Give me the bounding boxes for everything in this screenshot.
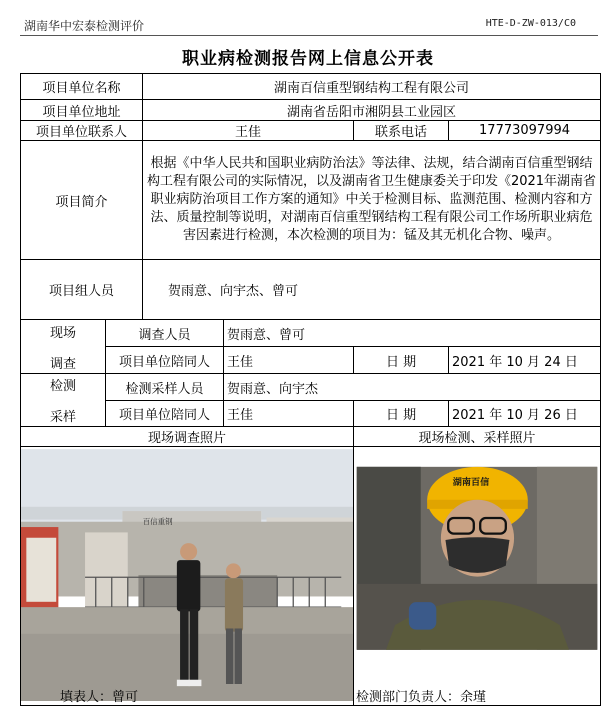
sampling-group-label <box>21 374 106 427</box>
survey-group-line2: 调查 <box>49 356 76 372</box>
site-survey-photo <box>21 447 353 701</box>
summary-label: 项目简介 <box>21 141 143 260</box>
investigator-label: 调查人员 <box>106 320 224 347</box>
sampler-label: 检测采样人员 <box>106 374 224 401</box>
address-value: 湖南省岳阳市湘阴县工业园区 <box>143 100 601 121</box>
sampling-group-line2: 采样 <box>49 410 76 425</box>
members-label: 项目组人员 <box>21 260 143 320</box>
helmet-text: 湖南百信 <box>452 478 490 489</box>
sampling-group-line1: 检测 <box>49 379 76 394</box>
left-photo-label: 现场调查照片 <box>21 427 354 447</box>
survey-date-label: 日 期 <box>354 347 449 374</box>
factory-sign-text: 百信重钢 <box>142 516 173 526</box>
filler-name: 填表人：曾可 <box>60 690 139 705</box>
members-value: 贺雨意、向宇杰、曾可 <box>143 260 601 320</box>
contact-value: 王佳 <box>143 121 354 141</box>
survey-accompany-value: 王佳 <box>224 347 354 374</box>
survey-group-label <box>21 320 106 374</box>
header-code: HTE-D-ZW-013/C0 <box>485 18 576 29</box>
address-label: 项目单位地址 <box>21 100 143 121</box>
survey-group-line1: 现场 <box>49 325 76 341</box>
sampling-date-value: 2021 年 10 月 26 日 <box>449 401 601 427</box>
contact-label: 项目单位联系人 <box>21 121 143 141</box>
header-org: 湖南华中宏泰检测评价 <box>24 19 145 33</box>
sampler-value: 贺雨意、向宇杰 <box>224 374 601 401</box>
unit-name-value: 湖南百信重型钢结构工程有限公司 <box>143 74 601 100</box>
sampling-photo <box>354 465 600 683</box>
survey-accompany-label: 项目单位陪同人 <box>106 347 224 374</box>
sampling-date-label: 日 期 <box>354 401 449 427</box>
department-manager: 检测部门负责人：余瑾 <box>356 690 487 705</box>
info-table <box>20 73 601 706</box>
survey-date-value: 2021 年 10 月 24 日 <box>449 347 601 374</box>
sampling-photo-cell <box>354 447 601 706</box>
header-divider <box>20 35 598 36</box>
phone-value: 17773097994 <box>449 121 601 141</box>
page-title: 职业病检测报告网上信息公开表 <box>182 49 434 69</box>
sampling-accompany-label: 项目单位陪同人 <box>106 401 224 427</box>
investigator-value: 贺雨意、曾可 <box>224 320 601 347</box>
right-photo-label: 现场检测、采样照片 <box>354 427 601 447</box>
sampling-accompany-value: 王佳 <box>224 401 354 427</box>
site-survey-photo-cell <box>21 447 354 706</box>
phone-label: 联系电话 <box>354 121 449 141</box>
unit-name-label: 项目单位名称 <box>21 74 143 100</box>
summary-text: 根据《中华人民共和国职业病防治法》等法律、法规，结合湖南百信重型钢结构工程有限公司的实际情况，以及湖南省卫生健康委关于印发《2021年湖南省职业病防治项目工作方案的通知》中关于检测目标、监测范围、检测内容和方法、质量控制等说明，对湖南百信重型钢结构工程有限公司工作场所职业病危害因素进行检测，本次检测的项目为：锰及其无机化合物、噪声。 <box>143 141 601 260</box>
